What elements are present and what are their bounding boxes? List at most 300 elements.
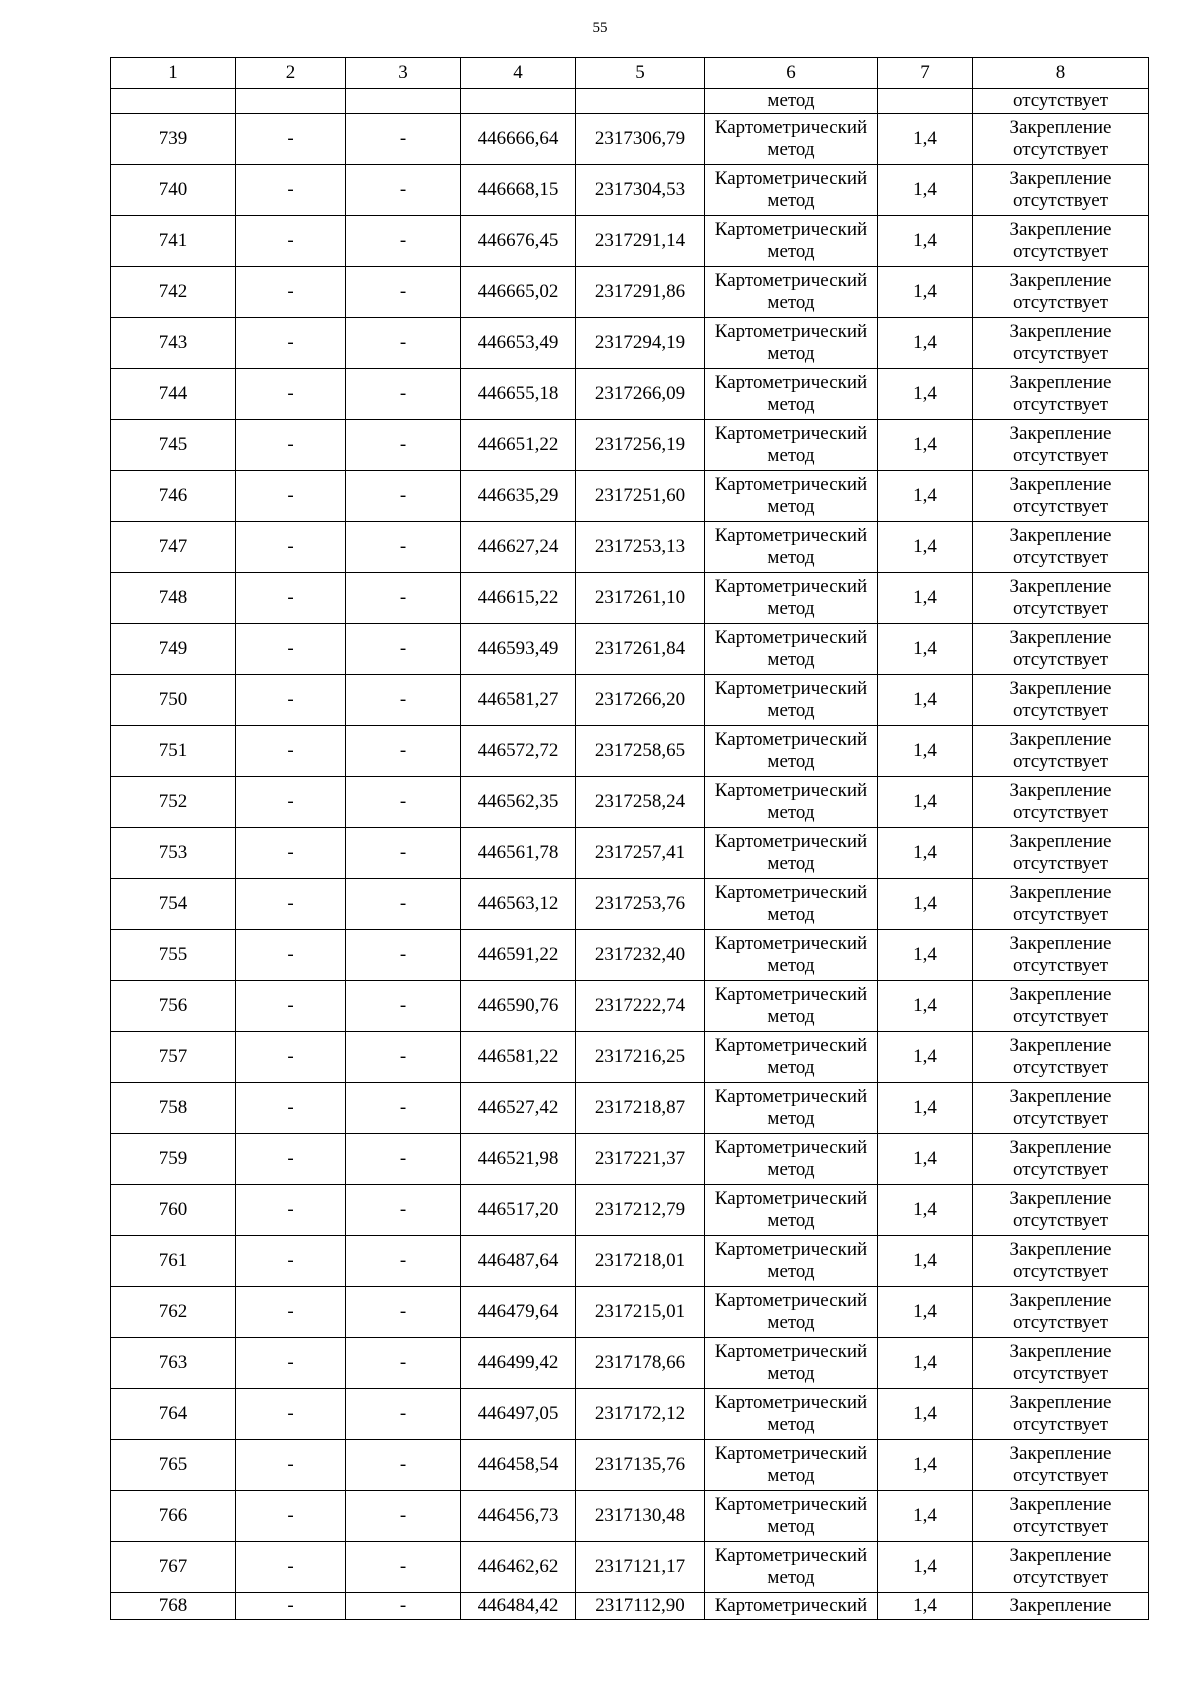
- method-cell: [705, 216, 878, 267]
- fixing-cell: [973, 318, 1149, 369]
- table-row: [111, 522, 1149, 573]
- method-cell-line2: метод: [767, 496, 815, 517]
- method-cell-line2: метод: [767, 1516, 815, 1537]
- x-coordinate-cell: 446655,18: [461, 369, 576, 420]
- method-cell-line1: Картометрический: [714, 168, 868, 189]
- accuracy-cell: 1,4: [878, 1185, 973, 1236]
- table-cell: -: [236, 1236, 346, 1287]
- fixing-cell: [973, 777, 1149, 828]
- method-cell: Картометрический: [705, 1593, 878, 1620]
- fixing-cell-line1: Закрепление: [1009, 882, 1112, 903]
- point-number-cell: 744: [111, 369, 236, 420]
- table-cell: [346, 89, 461, 114]
- fixing-cell: [973, 726, 1149, 777]
- table-cell: -: [236, 1491, 346, 1542]
- y-coordinate-cell: 2317258,65: [576, 726, 705, 777]
- table-cell: -: [346, 1032, 461, 1083]
- point-number-cell: 766: [111, 1491, 236, 1542]
- method-cell-line2: метод: [767, 1261, 815, 1282]
- fixing-cell-line2: отсутствует: [1012, 1363, 1109, 1384]
- method-cell-line1: Картометрический: [714, 1137, 868, 1158]
- table-row: [111, 624, 1149, 675]
- fixing-cell: [973, 879, 1149, 930]
- method-cell-line1: Картометрический: [714, 1545, 868, 1566]
- x-coordinate-cell: 446527,42: [461, 1083, 576, 1134]
- table-cell: -: [236, 981, 346, 1032]
- y-coordinate-cell: 2317261,10: [576, 573, 705, 624]
- point-number-cell: 754: [111, 879, 236, 930]
- fixing-cell: [973, 1389, 1149, 1440]
- x-coordinate-cell: 446615,22: [461, 573, 576, 624]
- method-cell: [705, 522, 878, 573]
- fixing-cell-line2: отсутствует: [1012, 649, 1109, 670]
- fixing-cell-line1: Закрепление: [1009, 1494, 1112, 1515]
- table-row: [111, 777, 1149, 828]
- y-coordinate-cell: 2317258,24: [576, 777, 705, 828]
- accuracy-cell: 1,4: [878, 1542, 973, 1593]
- accuracy-cell: 1,4: [878, 522, 973, 573]
- y-coordinate-cell: 2317253,13: [576, 522, 705, 573]
- method-cell: [705, 165, 878, 216]
- table-row: [111, 1032, 1149, 1083]
- point-number-cell: 742: [111, 267, 236, 318]
- x-coordinate-cell: 446479,64: [461, 1287, 576, 1338]
- fixing-cell-line1: Закрепление: [1009, 678, 1112, 699]
- table-cell: -: [236, 471, 346, 522]
- table-row: [111, 216, 1149, 267]
- fixing-cell-line1: Закрепление: [1009, 372, 1112, 393]
- point-number-cell: 741: [111, 216, 236, 267]
- fixing-cell: [973, 1440, 1149, 1491]
- table-cell: -: [346, 1134, 461, 1185]
- method-cell-line2: метод: [767, 343, 815, 364]
- y-coordinate-cell: 2317257,41: [576, 828, 705, 879]
- accuracy-cell: 1,4: [878, 369, 973, 420]
- table-cell: -: [346, 573, 461, 624]
- fixing-cell: [973, 369, 1149, 420]
- method-cell-line1: Картометрический: [714, 1188, 868, 1209]
- point-number-cell: 750: [111, 675, 236, 726]
- y-coordinate-cell: 2317172,12: [576, 1389, 705, 1440]
- table-cell: -: [346, 1287, 461, 1338]
- point-number-cell: 757: [111, 1032, 236, 1083]
- fixing-cell-line2: отсутствует: [1012, 1006, 1109, 1027]
- x-coordinate-cell: 446581,27: [461, 675, 576, 726]
- method-cell-line1: Картометрический: [714, 1086, 868, 1107]
- table-cell: -: [346, 675, 461, 726]
- method-cell-line2: метод: [767, 1210, 815, 1231]
- table-cell: -: [236, 879, 346, 930]
- fixing-cell-line1: Закрепление: [1009, 1188, 1112, 1209]
- table-cell: -: [346, 114, 461, 165]
- y-coordinate-cell: 2317121,17: [576, 1542, 705, 1593]
- fixing-cell-line1: Закрепление: [1009, 780, 1112, 801]
- y-coordinate-cell: 2317261,84: [576, 624, 705, 675]
- accuracy-cell: 1,4: [878, 1338, 973, 1389]
- fixing-cell-line2: отсутствует: [1012, 292, 1109, 313]
- point-number-cell: 743: [111, 318, 236, 369]
- method-cell: [705, 879, 878, 930]
- method-cell: [705, 420, 878, 471]
- fixing-cell-line2: отсутствует: [1012, 598, 1109, 619]
- accuracy-cell: 1,4: [878, 879, 973, 930]
- table-cell: -: [236, 828, 346, 879]
- fixing-cell: [973, 1185, 1149, 1236]
- table-row: [111, 267, 1149, 318]
- table-cell: -: [236, 1389, 346, 1440]
- x-coordinate-cell: 446456,73: [461, 1491, 576, 1542]
- table-row: [111, 1134, 1149, 1185]
- table-cell: -: [236, 675, 346, 726]
- page-number: 55: [592, 20, 608, 36]
- fixing-cell-line1: Закрепление: [1009, 1086, 1112, 1107]
- table-cell: -: [346, 1185, 461, 1236]
- method-cell-line2: метод: [767, 547, 815, 568]
- method-cell: [705, 1287, 878, 1338]
- accuracy-cell: 1,4: [878, 1083, 973, 1134]
- method-cell: [705, 624, 878, 675]
- accuracy-cell: 1,4: [878, 1236, 973, 1287]
- fixing-cell-line2: отсутствует: [1012, 1567, 1109, 1588]
- method-cell: [705, 1134, 878, 1185]
- table-cell: [461, 89, 576, 114]
- fixing-cell: [973, 522, 1149, 573]
- x-coordinate-cell: 446562,35: [461, 777, 576, 828]
- fixing-cell-line2: отсутствует: [1012, 190, 1109, 211]
- fixing-cell: [973, 1032, 1149, 1083]
- method-cell-line2: метод: [767, 802, 815, 823]
- fixing-cell: Закрепление: [973, 1593, 1149, 1620]
- x-coordinate-cell: 446666,64: [461, 114, 576, 165]
- fixing-cell-line1: Закрепление: [1009, 321, 1112, 342]
- column-header: 4: [461, 58, 576, 89]
- method-cell-line2: метод: [767, 241, 815, 262]
- table-cell: -: [346, 318, 461, 369]
- method-cell-line2: метод: [767, 955, 815, 976]
- y-coordinate-cell: 2317294,19: [576, 318, 705, 369]
- y-coordinate-cell: 2317215,01: [576, 1287, 705, 1338]
- method-cell-line2: метод: [767, 700, 815, 721]
- accuracy-cell: 1,4: [878, 573, 973, 624]
- x-coordinate-cell: 446676,45: [461, 216, 576, 267]
- method-cell: [705, 930, 878, 981]
- method-cell-line1: Картометрический: [714, 270, 868, 291]
- accuracy-cell: 1,4: [878, 1134, 973, 1185]
- accuracy-cell: 1,4: [878, 1440, 973, 1491]
- fixing-cell-line1: Закрепление: [1009, 1545, 1112, 1566]
- accuracy-cell: 1,4: [878, 165, 973, 216]
- y-coordinate-cell: 2317112,90: [576, 1593, 705, 1620]
- table-cell: -: [236, 1287, 346, 1338]
- fixing-cell-line1: Закрепление: [1009, 270, 1112, 291]
- y-coordinate-cell: 2317232,40: [576, 930, 705, 981]
- method-cell-line1: Картометрический: [714, 576, 868, 597]
- method-cell: [705, 1032, 878, 1083]
- method-cell: [705, 318, 878, 369]
- fixing-cell-line1: Закрепление: [1009, 168, 1112, 189]
- method-cell-line2: метод: [767, 1567, 815, 1588]
- fixing-cell-line1: Закрепление: [1009, 1392, 1112, 1413]
- y-coordinate-cell: 2317306,79: [576, 114, 705, 165]
- table-cell: -: [346, 1083, 461, 1134]
- table-cell: -: [236, 114, 346, 165]
- fixing-cell-line1: Закрепление: [1009, 729, 1112, 750]
- continuation-row: [111, 89, 1149, 114]
- table-row: [111, 828, 1149, 879]
- point-number-cell: 758: [111, 1083, 236, 1134]
- point-number-cell: 751: [111, 726, 236, 777]
- fixing-cell: [973, 114, 1149, 165]
- method-cell: [705, 1083, 878, 1134]
- table-cell: -: [346, 879, 461, 930]
- point-number-cell: 761: [111, 1236, 236, 1287]
- table-cell: -: [236, 369, 346, 420]
- table-cell: -: [346, 981, 461, 1032]
- point-number-cell: 765: [111, 1440, 236, 1491]
- table-cell: -: [346, 1440, 461, 1491]
- y-coordinate-cell: 2317291,14: [576, 216, 705, 267]
- fixing-cell-line1: Закрепление: [1009, 1443, 1112, 1464]
- method-cell-line1: Картометрический: [714, 321, 868, 342]
- table-row: [111, 675, 1149, 726]
- fixing-cell-line1: Закрепление: [1009, 1035, 1112, 1056]
- x-coordinate-cell: 446572,72: [461, 726, 576, 777]
- point-number-cell: 756: [111, 981, 236, 1032]
- fixing-cell-line2: отсутствует: [1012, 751, 1109, 772]
- table-cell: -: [236, 1593, 346, 1620]
- fixing-cell-line2: отсутствует: [1012, 241, 1109, 262]
- fixing-cell-line2: отсутствует: [1012, 700, 1109, 721]
- fixing-cell-line1: Закрепление: [1009, 423, 1112, 444]
- y-coordinate-cell: 2317291,86: [576, 267, 705, 318]
- table-cell: -: [236, 522, 346, 573]
- table-cell: -: [236, 318, 346, 369]
- fixing-cell-line1: Закрепление: [1009, 1290, 1112, 1311]
- point-number-cell: 746: [111, 471, 236, 522]
- method-cell-line1: Картометрический: [714, 627, 868, 648]
- table-row: [111, 420, 1149, 471]
- y-coordinate-cell: 2317256,19: [576, 420, 705, 471]
- method-cell-line1: Картометрический: [714, 525, 868, 546]
- fixing-cell-line1: Закрепление: [1009, 117, 1112, 138]
- method-cell: [705, 777, 878, 828]
- table-cell: -: [236, 726, 346, 777]
- table-cell: [576, 89, 705, 114]
- header-row: [111, 58, 1149, 89]
- y-coordinate-cell: 2317130,48: [576, 1491, 705, 1542]
- fixing-cell-line1: Закрепление: [1009, 831, 1112, 852]
- x-coordinate-cell: 446521,98: [461, 1134, 576, 1185]
- fixing-cell-line1: Закрепление: [1009, 576, 1112, 597]
- method-cell: [705, 981, 878, 1032]
- x-coordinate-cell: 446591,22: [461, 930, 576, 981]
- table-cell: -: [346, 522, 461, 573]
- table-cell: [878, 89, 973, 114]
- table-row: [111, 471, 1149, 522]
- table-row: [111, 1542, 1149, 1593]
- accuracy-cell: 1,4: [878, 777, 973, 828]
- coordinates-table: [110, 57, 1149, 1620]
- fixing-cell-line1: Закрепление: [1009, 1137, 1112, 1158]
- fixing-cell: [973, 573, 1149, 624]
- table-cell: -: [346, 624, 461, 675]
- fixing-cell-line2: отсутствует: [1012, 547, 1109, 568]
- y-coordinate-cell: 2317304,53: [576, 165, 705, 216]
- method-cell-line1: Картометрический: [714, 831, 868, 852]
- x-coordinate-cell: 446593,49: [461, 624, 576, 675]
- column-header: 6: [705, 58, 878, 89]
- method-cell-line1: Картометрический: [714, 933, 868, 954]
- accuracy-cell: 1,4: [878, 1287, 973, 1338]
- x-coordinate-cell: 446581,22: [461, 1032, 576, 1083]
- y-coordinate-cell: 2317218,01: [576, 1236, 705, 1287]
- point-number-cell: 768: [111, 1593, 236, 1620]
- method-cell: [705, 675, 878, 726]
- fixing-cell: отсутствует: [973, 89, 1149, 114]
- table-row: [111, 981, 1149, 1032]
- method-cell-line1: Картометрический: [714, 882, 868, 903]
- method-cell-line2: метод: [767, 139, 815, 160]
- table-cell: -: [236, 165, 346, 216]
- accuracy-cell: 1,4: [878, 267, 973, 318]
- fixing-cell-line2: отсутствует: [1012, 853, 1109, 874]
- method-cell-line2: метод: [767, 445, 815, 466]
- method-cell-line1: Картометрический: [714, 1494, 868, 1515]
- method-cell-line1: Картометрический: [714, 984, 868, 1005]
- table-cell: -: [346, 1491, 461, 1542]
- method-cell-line1: Картометрический: [714, 423, 868, 444]
- fixing-cell-line2: отсутствует: [1012, 802, 1109, 823]
- fixing-cell-line1: Закрепление: [1009, 933, 1112, 954]
- table-cell: -: [346, 1236, 461, 1287]
- column-header: 1: [111, 58, 236, 89]
- method-cell-line2: метод: [767, 292, 815, 313]
- fixing-cell: [973, 267, 1149, 318]
- accuracy-cell: 1,4: [878, 726, 973, 777]
- point-number-cell: 762: [111, 1287, 236, 1338]
- fixing-cell: [973, 216, 1149, 267]
- fixing-cell-line2: отсутствует: [1012, 1210, 1109, 1231]
- method-cell-line1: Картометрический: [714, 117, 868, 138]
- x-coordinate-cell: 446484,42: [461, 1593, 576, 1620]
- table-cell: -: [236, 777, 346, 828]
- table-row: [111, 1440, 1149, 1491]
- x-coordinate-cell: 446665,02: [461, 267, 576, 318]
- table-cell: -: [346, 369, 461, 420]
- fixing-cell-line2: отсутствует: [1012, 1108, 1109, 1129]
- accuracy-cell: 1,4: [878, 828, 973, 879]
- accuracy-cell: 1,4: [878, 114, 973, 165]
- x-coordinate-cell: 446627,24: [461, 522, 576, 573]
- method-cell-line2: метод: [767, 394, 815, 415]
- accuracy-cell: 1,4: [878, 981, 973, 1032]
- table-cell: -: [236, 267, 346, 318]
- table-cell: [236, 89, 346, 114]
- fixing-cell-line2: отсутствует: [1012, 1312, 1109, 1333]
- fixing-cell: [973, 1491, 1149, 1542]
- method-cell-line1: Картометрический: [714, 219, 868, 240]
- table-cell: -: [236, 420, 346, 471]
- accuracy-cell: 1,4: [878, 1491, 973, 1542]
- point-number-cell: 760: [111, 1185, 236, 1236]
- fixing-cell-line2: отсутствует: [1012, 496, 1109, 517]
- table-row: [111, 1185, 1149, 1236]
- method-cell: [705, 114, 878, 165]
- table-cell: -: [346, 1542, 461, 1593]
- method-cell-line1: Картометрический: [714, 729, 868, 750]
- table-cell: -: [346, 930, 461, 981]
- accuracy-cell: 1,4: [878, 1032, 973, 1083]
- table-cell: -: [346, 1338, 461, 1389]
- fixing-cell: [973, 981, 1149, 1032]
- method-cell-line2: метод: [767, 1465, 815, 1486]
- table-cell: -: [346, 828, 461, 879]
- accuracy-cell: 1,4: [878, 420, 973, 471]
- method-cell: [705, 1236, 878, 1287]
- point-number-cell: 764: [111, 1389, 236, 1440]
- method-cell: [705, 573, 878, 624]
- accuracy-cell: 1,4: [878, 675, 973, 726]
- fixing-cell-line2: отсутствует: [1012, 1465, 1109, 1486]
- x-coordinate-cell: 446563,12: [461, 879, 576, 930]
- fixing-cell-line1: Закрепление: [1009, 1239, 1112, 1260]
- fixing-cell-line2: отсутствует: [1012, 394, 1109, 415]
- y-coordinate-cell: 2317266,20: [576, 675, 705, 726]
- x-coordinate-cell: 446487,64: [461, 1236, 576, 1287]
- x-coordinate-cell: 446651,22: [461, 420, 576, 471]
- table-cell: [111, 89, 236, 114]
- y-coordinate-cell: 2317253,76: [576, 879, 705, 930]
- method-cell-line1: Картометрический: [714, 1392, 868, 1413]
- table-cell: -: [346, 165, 461, 216]
- method-cell-line2: метод: [767, 190, 815, 211]
- table-row: [111, 726, 1149, 777]
- point-number-cell: 749: [111, 624, 236, 675]
- method-cell: [705, 369, 878, 420]
- method-cell-line2: метод: [767, 1312, 815, 1333]
- table-cell: -: [346, 726, 461, 777]
- y-coordinate-cell: 2317222,74: [576, 981, 705, 1032]
- fixing-cell-line2: отсутствует: [1012, 1159, 1109, 1180]
- fixing-cell-line1: Закрепление: [1009, 627, 1112, 648]
- fixing-cell: [973, 165, 1149, 216]
- method-cell: [705, 1338, 878, 1389]
- table-cell: -: [236, 1083, 346, 1134]
- x-coordinate-cell: 446458,54: [461, 1440, 576, 1491]
- point-number-cell: 753: [111, 828, 236, 879]
- table-cell: -: [346, 420, 461, 471]
- method-cell-line2: метод: [767, 1006, 815, 1027]
- y-coordinate-cell: 2317221,37: [576, 1134, 705, 1185]
- table-cell: -: [236, 216, 346, 267]
- point-number-cell: 759: [111, 1134, 236, 1185]
- method-cell-line1: Картометрический: [714, 780, 868, 801]
- accuracy-cell: 1,4: [878, 1389, 973, 1440]
- accuracy-cell: 1,4: [878, 624, 973, 675]
- point-number-cell: 747: [111, 522, 236, 573]
- x-coordinate-cell: 446668,15: [461, 165, 576, 216]
- fixing-cell: [973, 1338, 1149, 1389]
- fixing-cell: [973, 1287, 1149, 1338]
- x-coordinate-cell: 446499,42: [461, 1338, 576, 1389]
- fixing-cell: [973, 675, 1149, 726]
- accuracy-cell: 1,4: [878, 318, 973, 369]
- point-number-cell: 748: [111, 573, 236, 624]
- fixing-cell-line1: Закрепление: [1009, 219, 1112, 240]
- y-coordinate-cell: 2317212,79: [576, 1185, 705, 1236]
- accuracy-cell: 1,4: [878, 216, 973, 267]
- point-number-cell: 739: [111, 114, 236, 165]
